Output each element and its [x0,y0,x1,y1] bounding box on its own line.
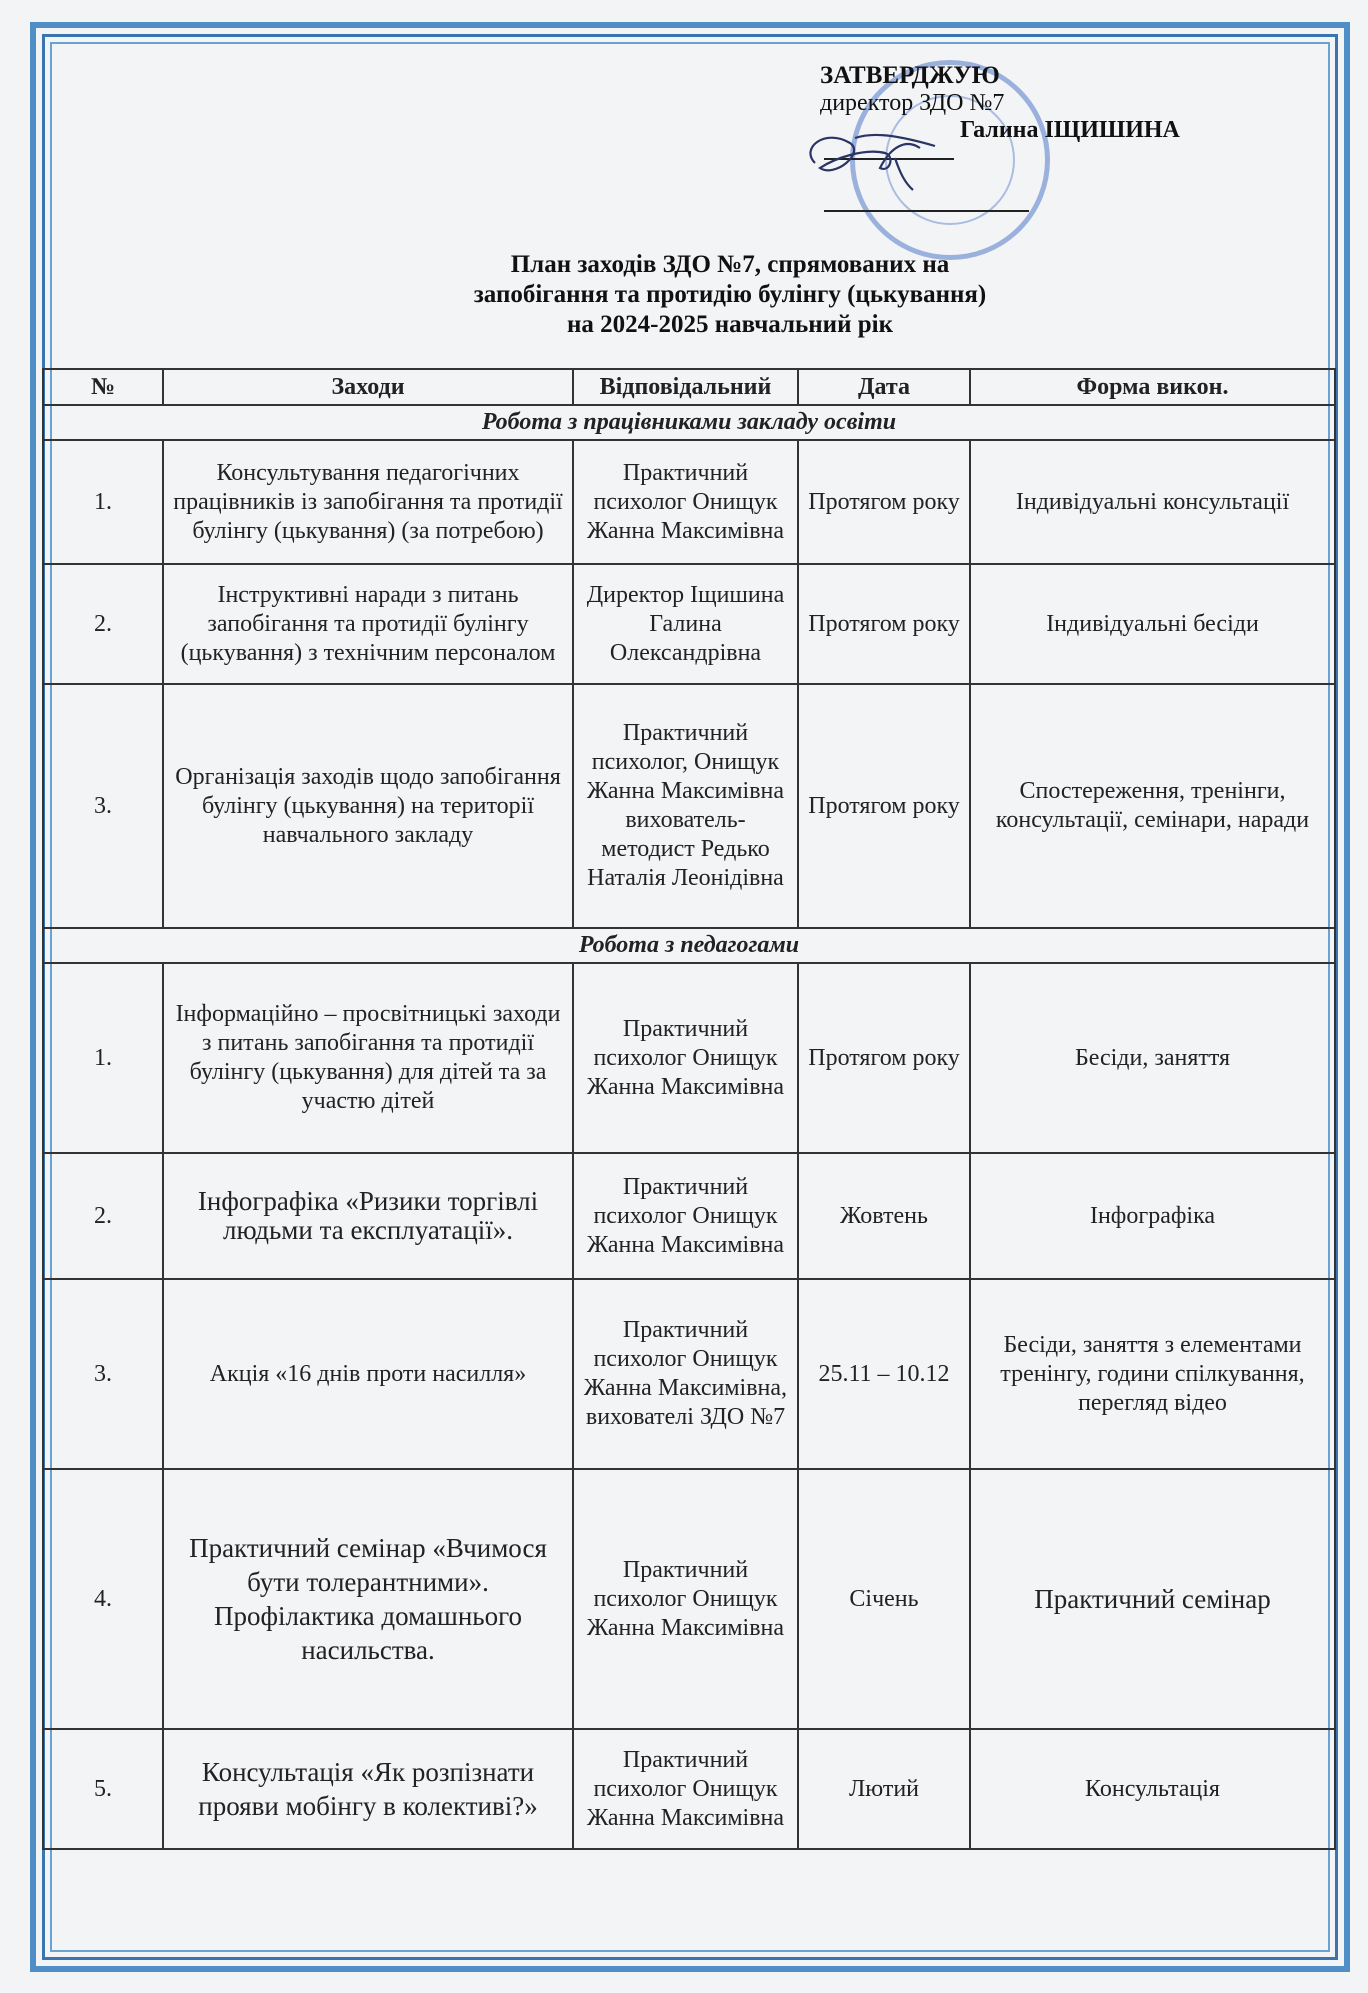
row-responsible: Практичний психолог, Онищук Жанна Максимівна вихователь-методист Редько Наталія Леонідівна [573,684,798,928]
row-responsible: Практичний психолог Онищук Жанна Максимівна [573,963,798,1153]
section-row [43,405,1335,440]
row-responsible: Практичний психолог Онищук Жанна Максимівна, вихователі ЗДО №7 [573,1279,798,1469]
header-responsible: Відповідальний [573,369,798,405]
row-event: Акція «16 днів проти насилля» [163,1279,573,1469]
row-date: Протягом року [798,564,970,684]
row-date: Жовтень [798,1153,970,1279]
row-form: Консультація [970,1729,1335,1849]
row-responsible: Директор Іщишина Галина Олександрівна [573,564,798,684]
table-row [43,684,1335,928]
approval-position: директор ЗДО №7 [820,90,1005,116]
row-form: Спостереження, тренінги, консультації, семінари, наради [970,684,1335,928]
row-number: 3. [43,1279,163,1469]
row-date: Січень [798,1469,970,1729]
row-form: Індивідуальні бесіди [970,564,1335,684]
row-form: Інфографіка [970,1153,1335,1279]
row-date: 25.11 – 10.12 [798,1279,970,1469]
document-title [300,250,1160,340]
plan-table [42,368,1336,1850]
row-form: Бесіди, заняття з елементами тренінгу, години спілкування, перегляд відео [970,1279,1335,1469]
row-number: 1. [43,440,163,564]
handwritten-signature [795,118,955,198]
row-date: Протягом року [798,963,970,1153]
header-form: Форма викон. [970,369,1335,405]
table-header-row [43,369,1335,405]
row-event: Інформаційно – просвітницькі заходи з питань запобігання та протидії булінгу (цькування) для дітей та за участю дітей [163,963,573,1153]
table-row [43,1279,1335,1469]
approval-name: Галина ІЩИШИНА [960,117,1180,143]
row-number: 1. [43,963,163,1153]
title-line-1: План заходів ЗДО №7, спрямованих на [510,251,950,278]
row-event: Інфографіка «Ризики торгівлі людьми та експлуатації». [163,1153,573,1279]
table-row [43,1469,1335,1729]
header-date: Дата [798,369,970,405]
title-line-3: на 2024-2025 навчальний рік [567,311,893,338]
row-event: Практичний семінар «Вчимося бути толерантними». Профілактика домашнього насильства. [163,1469,573,1729]
row-responsible: Практичний психолог Онищук Жанна Максимівна [573,440,798,564]
row-responsible: Практичний психолог Онищук Жанна Максимівна [573,1469,798,1729]
row-event: Організація заходів щодо запобігання булінгу (цькування) на території навчального закладу [163,684,573,928]
date-line [824,210,1029,212]
row-form: Практичний семінар [970,1469,1335,1729]
table-row [43,440,1335,564]
row-date: Лютий [798,1729,970,1849]
section-title: Робота з педагогами [43,928,1335,963]
row-event: Інструктивні наради з питань запобігання та протидії булінгу (цькування) з технічним персоналом [163,564,573,684]
header-number: № [43,369,163,405]
header-events: Заходи [163,369,573,405]
row-responsible: Практичний психолог Онищук Жанна Максимівна [573,1153,798,1279]
row-date: Протягом року [798,440,970,564]
table-row [43,564,1335,684]
approval-title: ЗАТВЕРДЖУЮ [820,62,1000,89]
title-line-2: запобігання та протидію булінгу (цькування) [473,281,987,308]
table-row [43,1729,1335,1849]
row-number: 2. [43,1153,163,1279]
row-number: 2. [43,564,163,684]
table-row [43,963,1335,1153]
row-number: 4. [43,1469,163,1729]
section-row [43,928,1335,963]
row-number: 5. [43,1729,163,1849]
row-event: Консультація «Як розпізнати прояви мобінгу в колективі?» [163,1729,573,1849]
row-form: Індивідуальні консультації [970,440,1335,564]
row-event: Консультування педагогічних працівників із запобігання та протидії булінгу (цькування) (за потребою) [163,440,573,564]
row-date: Протягом року [798,684,970,928]
section-title: Робота з працівниками закладу освіти [43,405,1335,440]
table-row [43,1153,1335,1279]
row-responsible: Практичний психолог Онищук Жанна Максимівна [573,1729,798,1849]
row-number: 3. [43,684,163,928]
row-form: Бесіди, заняття [970,963,1335,1153]
